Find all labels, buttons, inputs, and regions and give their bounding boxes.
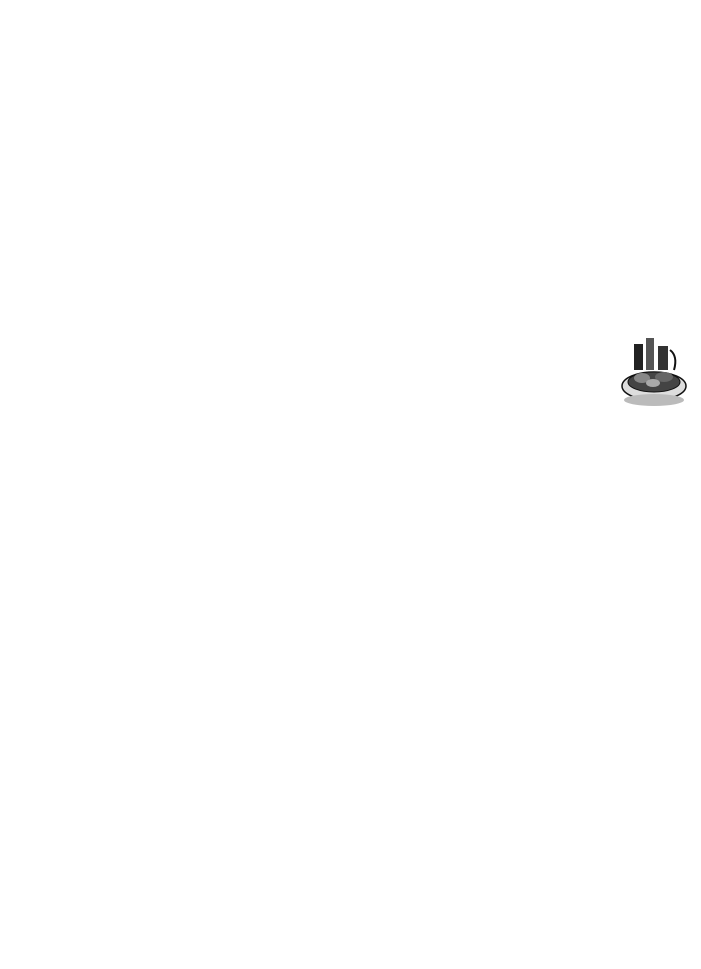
- size-header: [8, 16, 346, 28]
- specialty-section: [8, 16, 346, 28]
- parm-hero-list: [8, 0, 346, 2]
- left-column: [8, 0, 346, 28]
- salad-platter-illustration: [620, 330, 688, 408]
